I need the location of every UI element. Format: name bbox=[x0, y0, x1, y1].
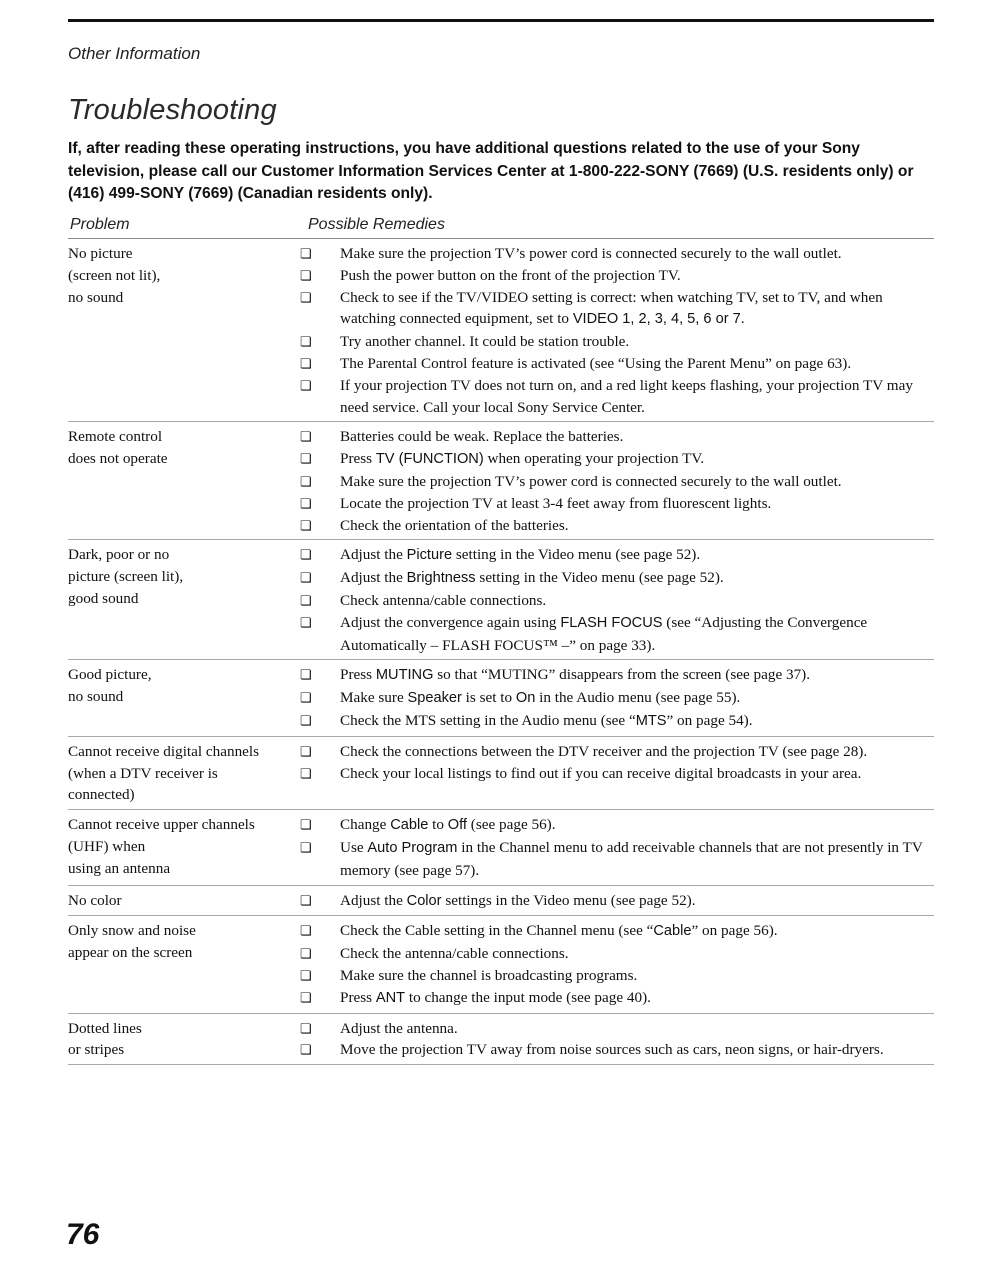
remedy-text-segment: to change the input mode (see page 40). bbox=[405, 988, 651, 1006]
remedy-text-segment: ” on page 54). bbox=[666, 711, 753, 729]
checkbox-bullet-icon: ❏ bbox=[300, 946, 312, 962]
remedy-text bbox=[340, 687, 934, 710]
remedy-text-segment: setting in the Video menu (see page 52). bbox=[452, 546, 701, 564]
checkbox-bullet-icon: ❏ bbox=[300, 1042, 312, 1058]
setting-name: On bbox=[515, 690, 536, 707]
remedy-text bbox=[340, 544, 934, 567]
remedy-text-segment: (see page 56). bbox=[466, 816, 556, 834]
remedy-text-segment: Move the projection TV away from noise sources such as cars, neon signs, or hair-dryers. bbox=[340, 1041, 884, 1059]
problem-cell: Cannot receive upper channels (UHF) when using an antenna bbox=[68, 816, 255, 877]
setting-name: Brightness bbox=[406, 570, 476, 587]
remedy-item bbox=[298, 448, 934, 471]
remedy-list bbox=[298, 917, 934, 1009]
setting-name: ANT bbox=[375, 989, 406, 1006]
setting-name: Cable bbox=[390, 817, 429, 834]
remedy-item bbox=[298, 763, 934, 785]
remedy-text-segment: Press bbox=[340, 666, 376, 684]
remedy-text-segment: Check the connections between the DTV receiver and the projection TV (see page 28). bbox=[340, 742, 868, 760]
remedy-text-segment: Check to see if the TV/VIDEO setting is correct: when watching TV, set to TV, and when watching connected equipment, set to bbox=[340, 288, 883, 328]
remedy-text-segment: to bbox=[428, 816, 448, 834]
setting-name: Color bbox=[406, 892, 442, 909]
remedy-item bbox=[298, 987, 934, 1010]
remedy-text bbox=[340, 814, 934, 837]
checkbox-bullet-icon: ❏ bbox=[300, 547, 312, 563]
problem-cell: Dotted lines or stripes bbox=[68, 1019, 142, 1059]
problem-cell: Remote control does not operate bbox=[68, 428, 168, 468]
remedy-text bbox=[340, 331, 934, 353]
remedy-item bbox=[298, 353, 934, 375]
setting-name: Speaker bbox=[407, 690, 462, 707]
remedy-item bbox=[298, 544, 934, 567]
remedy-item bbox=[298, 920, 934, 943]
remedy-list bbox=[298, 240, 934, 418]
remedy-text-segment: If your projection TV does not turn on, and a red light keeps flashing, your projection TV may need service. Call your local Sony Service Center. bbox=[340, 376, 913, 416]
remedy-text bbox=[340, 471, 934, 493]
table-row bbox=[68, 540, 934, 660]
remedy-text bbox=[340, 741, 934, 763]
page-title: Troubleshooting bbox=[68, 94, 277, 126]
setting-name: Off bbox=[447, 817, 467, 834]
remedy-item bbox=[298, 1018, 934, 1040]
remedy-text-segment: when operating your projection TV. bbox=[483, 450, 705, 468]
remedy-item bbox=[298, 287, 934, 332]
remedy-text bbox=[340, 287, 934, 332]
remedy-item bbox=[298, 965, 934, 987]
remedy-item bbox=[298, 375, 934, 419]
remedy-list bbox=[298, 1015, 934, 1062]
remedy-item bbox=[298, 710, 934, 733]
table-row bbox=[68, 916, 934, 1013]
remedy-text bbox=[340, 493, 934, 515]
remedy-text-segment: Adjust the bbox=[340, 891, 407, 909]
remedy-text bbox=[340, 890, 934, 913]
remedy-text-segment: Use bbox=[340, 838, 368, 856]
checkbox-bullet-icon: ❏ bbox=[300, 495, 312, 511]
remedy-text-segment: setting in the Video menu (see page 52). bbox=[475, 569, 724, 587]
remedy-item bbox=[298, 426, 934, 448]
remedy-text bbox=[340, 710, 934, 733]
checkbox-bullet-icon: ❏ bbox=[300, 817, 312, 833]
setting-name: MTS bbox=[635, 712, 667, 729]
setting-name: Cable bbox=[653, 923, 692, 940]
table-row bbox=[68, 1014, 934, 1066]
remedy-text-segment: settings in the Video menu (see page 52). bbox=[441, 891, 696, 909]
checkbox-bullet-icon: ❏ bbox=[300, 989, 312, 1005]
remedy-text bbox=[340, 837, 934, 882]
problem-cell: Only snow and noise appear on the screen bbox=[68, 922, 196, 962]
remedy-text-segment: Press bbox=[340, 450, 376, 468]
remedy-text bbox=[340, 1018, 934, 1040]
remedy-list bbox=[298, 661, 934, 732]
remedy-text bbox=[340, 1039, 934, 1061]
remedy-text-segment: Adjust the convergence again using bbox=[340, 613, 561, 631]
checkbox-bullet-icon: ❏ bbox=[300, 839, 312, 855]
remedy-text bbox=[340, 515, 934, 537]
remedy-text-segment: Check antenna/cable connections. bbox=[340, 591, 547, 609]
remedy-text-segment: Check the orientation of the batteries. bbox=[340, 516, 569, 534]
remedy-text bbox=[340, 763, 934, 785]
remedy-text-segment: (see “Adjusting the Convergence Automatically – FLASH FOCUS™ –” on page 33). bbox=[340, 613, 868, 654]
checkbox-bullet-icon: ❏ bbox=[300, 765, 312, 781]
remedy-text bbox=[340, 943, 934, 965]
setting-name: TV (FUNCTION) bbox=[375, 451, 484, 468]
remedy-list bbox=[298, 887, 934, 913]
remedy-text-segment: Change bbox=[340, 816, 391, 834]
remedy-text bbox=[340, 567, 934, 590]
remedy-item bbox=[298, 814, 934, 837]
remedy-text bbox=[340, 448, 934, 471]
checkbox-bullet-icon: ❏ bbox=[300, 377, 312, 393]
remedy-text bbox=[340, 612, 934, 657]
remedy-text-segment: Check the antenna/cable connections. bbox=[340, 945, 569, 963]
checkbox-bullet-icon: ❏ bbox=[300, 289, 312, 305]
problem-cell: Cannot receive digital channels (when a DTV receiver is connected) bbox=[68, 742, 260, 804]
remedy-list bbox=[298, 423, 934, 536]
remedy-text bbox=[340, 243, 934, 265]
remedy-item bbox=[298, 471, 934, 493]
remedy-text-segment: so that “MUTING” disappears from the screen (see page 37). bbox=[433, 666, 811, 684]
setting-name: MUTING bbox=[375, 667, 434, 684]
remedy-item bbox=[298, 515, 934, 537]
remedy-text-segment: Check your local listings to find out if you can receive digital broadcasts in your area. bbox=[340, 764, 862, 782]
checkbox-bullet-icon: ❏ bbox=[300, 267, 312, 283]
problem-cell: Good picture, no sound bbox=[68, 666, 152, 706]
top-rule bbox=[68, 19, 934, 22]
remedy-item bbox=[298, 890, 934, 913]
remedy-item bbox=[298, 331, 934, 353]
remedy-text-segment: is set to bbox=[461, 689, 516, 707]
checkbox-bullet-icon: ❏ bbox=[300, 614, 312, 630]
remedy-item bbox=[298, 687, 934, 710]
remedy-text-segment: The Parental Control feature is activated (see “Using the Parent Menu” on page 63). bbox=[340, 354, 852, 372]
remedy-list bbox=[298, 811, 934, 881]
remedy-text-segment: ” on page 56). bbox=[691, 922, 778, 940]
remedy-text bbox=[340, 375, 934, 419]
remedy-text bbox=[340, 590, 934, 612]
remedy-text-segment: Make sure bbox=[340, 689, 408, 707]
section-label: Other Information bbox=[68, 44, 201, 63]
setting-name: VIDEO 1, 2, 3, 4, 5, 6 or 7 bbox=[572, 311, 741, 328]
checkbox-bullet-icon: ❏ bbox=[300, 473, 312, 489]
remedy-text-segment: in the Channel menu to add receivable channels that are not presently in TV memory (see page 57). bbox=[340, 838, 923, 879]
page-number: 76 bbox=[66, 1218, 100, 1251]
table-row bbox=[68, 886, 934, 917]
setting-name: Picture bbox=[406, 547, 453, 564]
checkbox-bullet-icon: ❏ bbox=[300, 592, 312, 608]
remedy-text bbox=[340, 265, 934, 287]
remedy-text bbox=[340, 664, 934, 687]
checkbox-bullet-icon: ❏ bbox=[300, 334, 312, 350]
remedy-item bbox=[298, 493, 934, 515]
checkbox-bullet-icon: ❏ bbox=[300, 923, 312, 939]
intro-paragraph: If, after reading these operating instructions, you have additional questions related to the use of your Sony television, please call our Customer Information Services Center at 1-800-222-SONY (7669) (U.S. residents only) or (416) 499-SONY (7669) (Canadian residents only). bbox=[68, 140, 914, 202]
checkbox-bullet-icon: ❏ bbox=[300, 1020, 312, 1036]
checkbox-bullet-icon: ❏ bbox=[300, 246, 312, 261]
remedy-text-segment: Adjust the bbox=[340, 546, 407, 564]
remedy-text-segment: . bbox=[740, 310, 745, 328]
remedy-text bbox=[340, 987, 934, 1010]
table-row bbox=[68, 239, 934, 422]
checkbox-bullet-icon: ❏ bbox=[300, 892, 312, 908]
table-row bbox=[68, 810, 934, 885]
remedy-text-segment: Check the MTS setting in the Audio menu (see “ bbox=[340, 711, 636, 729]
remedy-text-segment: Press bbox=[340, 988, 376, 1006]
remedy-item bbox=[298, 567, 934, 590]
setting-name: Auto Program bbox=[367, 839, 458, 856]
checkbox-bullet-icon: ❏ bbox=[300, 517, 312, 533]
remedy-text-segment: Adjust the antenna. bbox=[340, 1019, 458, 1037]
checkbox-bullet-icon: ❏ bbox=[300, 712, 312, 728]
table-header bbox=[68, 212, 934, 239]
column-header-problem: Problem bbox=[70, 216, 130, 233]
remedy-text bbox=[340, 965, 934, 987]
remedy-text-segment: Make sure the channel is broadcasting programs. bbox=[340, 966, 638, 984]
remedy-text-segment: Push the power button on the front of the projection TV. bbox=[340, 266, 681, 284]
remedy-text bbox=[340, 426, 934, 448]
checkbox-bullet-icon: ❏ bbox=[300, 355, 312, 371]
checkbox-bullet-icon: ❏ bbox=[300, 743, 312, 759]
remedy-item bbox=[298, 837, 934, 882]
remedy-text-segment: Adjust the bbox=[340, 569, 407, 587]
checkbox-bullet-icon: ❏ bbox=[300, 451, 312, 467]
table-row bbox=[68, 737, 934, 810]
remedy-item bbox=[298, 1039, 934, 1061]
table-body bbox=[68, 239, 934, 1065]
remedy-item bbox=[298, 590, 934, 612]
remedy-item bbox=[298, 243, 934, 265]
checkbox-bullet-icon: ❏ bbox=[300, 967, 312, 983]
remedy-item bbox=[298, 612, 934, 657]
column-header-remedies: Possible Remedies bbox=[308, 216, 445, 233]
problem-cell: No picture (screen not lit), no sound bbox=[68, 245, 161, 306]
troubleshooting-table bbox=[68, 212, 934, 1065]
remedy-text bbox=[340, 920, 934, 943]
remedy-text-segment: Make sure the projection TV’s power cord is connected securely to the wall outlet. bbox=[340, 472, 842, 490]
remedy-text-segment: Make sure the projection TV’s power cord is connected securely to the wall outlet. bbox=[340, 245, 842, 262]
table-row bbox=[68, 422, 934, 540]
remedy-text-segment: Check the Cable setting in the Channel menu (see “ bbox=[340, 922, 654, 940]
checkbox-bullet-icon: ❏ bbox=[300, 570, 312, 586]
remedy-text-segment: Batteries could be weak. Replace the batteries. bbox=[340, 428, 624, 446]
remedy-list bbox=[298, 738, 934, 806]
remedy-text-segment: Try another channel. It could be station trouble. bbox=[340, 333, 630, 351]
checkbox-bullet-icon: ❏ bbox=[300, 690, 312, 706]
checkbox-bullet-icon: ❏ bbox=[300, 667, 312, 683]
problem-cell: Dark, poor or no picture (screen lit), good sound bbox=[68, 546, 184, 607]
remedy-text-segment: in the Audio menu (see page 55). bbox=[535, 689, 741, 707]
remedy-text-segment: Locate the projection TV at least 3-4 feet away from fluorescent lights. bbox=[340, 494, 772, 512]
setting-name: FLASH FOCUS bbox=[560, 614, 663, 631]
remedy-item bbox=[298, 664, 934, 687]
checkbox-bullet-icon: ❏ bbox=[300, 429, 312, 445]
remedy-item bbox=[298, 943, 934, 965]
problem-cell: No color bbox=[68, 891, 122, 909]
remedy-list bbox=[298, 541, 934, 656]
remedy-text bbox=[340, 353, 934, 375]
table-row bbox=[68, 660, 934, 736]
remedy-item bbox=[298, 265, 934, 287]
remedy-item bbox=[298, 741, 934, 763]
